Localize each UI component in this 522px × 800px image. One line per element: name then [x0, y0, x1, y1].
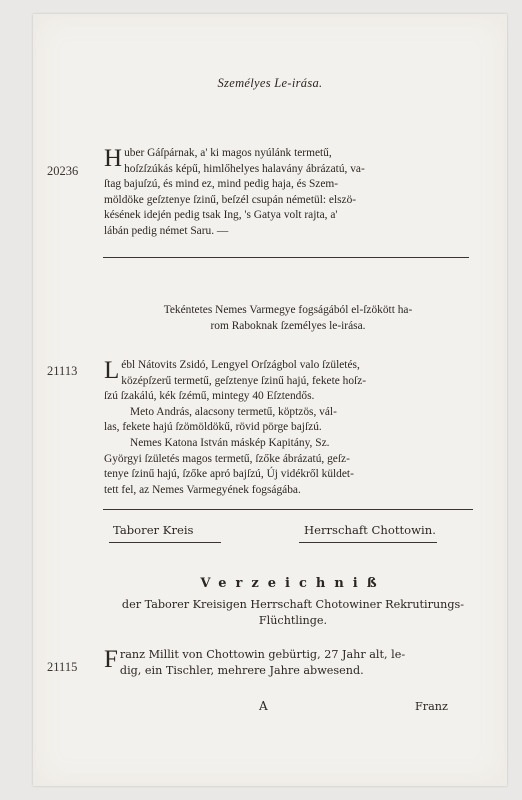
text-line: ranz Millit von Chottowin gebürtig, 27 Jahr alt, le-: [119, 648, 406, 661]
text-line: Meto András, alacsony termetű, köptzös, vál-: [130, 405, 337, 418]
text-line: rom Raboknak ſzemélyes le-irása.: [210, 319, 366, 332]
text-line: Tekéntetes Nemes Varmegye fogságából el-ſzökött ha-: [163, 304, 413, 316]
list-heading: Verzeichniß: [200, 576, 386, 591]
description-paragraph: [104, 146, 496, 240]
entry-number: 20236: [47, 164, 79, 178]
text-line: möldöke geſztenye ſzinű, beſzél csupán németül: elszö-: [104, 193, 357, 206]
text-line: tenye ſzinű hajú, ſzőke apró bajſzú, Új vidékről küldet-: [104, 468, 354, 481]
section-heading: [93, 303, 483, 334]
text-line: hoſzſzúkás képű, himlőhelyes halavány ábrázatú, va-: [124, 162, 365, 175]
list-subheading: [83, 597, 503, 628]
text-line: késének idején pedig tsak Ing, 's Gatya volt rajta, a': [104, 209, 338, 222]
drop-cap: F: [104, 646, 118, 673]
underline: [109, 542, 221, 543]
deserter-entry: [104, 647, 496, 678]
text-line: ſzú ſzakálú, kék ſzémű, mintegy 40 Eſztendős.: [104, 390, 315, 403]
text-line: las, fekete hajú ſzömöldökű, rövid pörge bajſzú.: [104, 421, 322, 434]
text-line: uber Gáſpárnak, a' ki magos nyúlánk termetű,: [124, 147, 332, 159]
drop-cap: H: [104, 145, 123, 172]
drop-cap: L: [104, 357, 120, 384]
underline: [299, 542, 437, 543]
text-line: Györgyi ſzületés magos termetű, ſzőke ábrázatú, geſz-: [104, 452, 350, 465]
text-line: lábán pedig német Saru. —: [104, 224, 229, 237]
entry-number: 21113: [47, 364, 78, 378]
text-line: Flüchtlinge.: [258, 613, 328, 627]
divider: [103, 509, 473, 510]
text-line: ſtag bajuſzú, és mind ez, mind pedig haja, és Szem-: [104, 178, 339, 191]
prisoners-paragraph: [104, 358, 496, 498]
section-title: Személyes Le-irása.: [217, 76, 323, 90]
text-line: dig, ein Tischler, mehrere Jahre abwesend.: [119, 663, 364, 677]
signature-mark: A: [259, 699, 268, 713]
text-line: tett fel, az Nemes Varmegyének fogságába.: [104, 483, 301, 496]
entry-number: 21115: [47, 660, 78, 674]
text-line: Nemes Katona István máskép Kapitány, Sz.: [130, 436, 330, 449]
text-line: der Taborer Kreisigen Herrschaft Chotowiner Rekrutirungs-: [121, 598, 465, 611]
document-page: [33, 14, 507, 786]
text-line: középſzerű termetű, geſztenye ſzinű hajú, fekete hoſz-: [121, 374, 367, 387]
divider: [103, 257, 469, 258]
district-label: Taborer Kreis: [113, 523, 194, 537]
estate-label: Herrschaft Chottowin.: [304, 523, 436, 537]
text-line: ébl Nátovits Zsidó, Lengyel Orſzágbol valo ſzületés,: [121, 359, 360, 371]
catchword: Franz: [415, 700, 448, 713]
